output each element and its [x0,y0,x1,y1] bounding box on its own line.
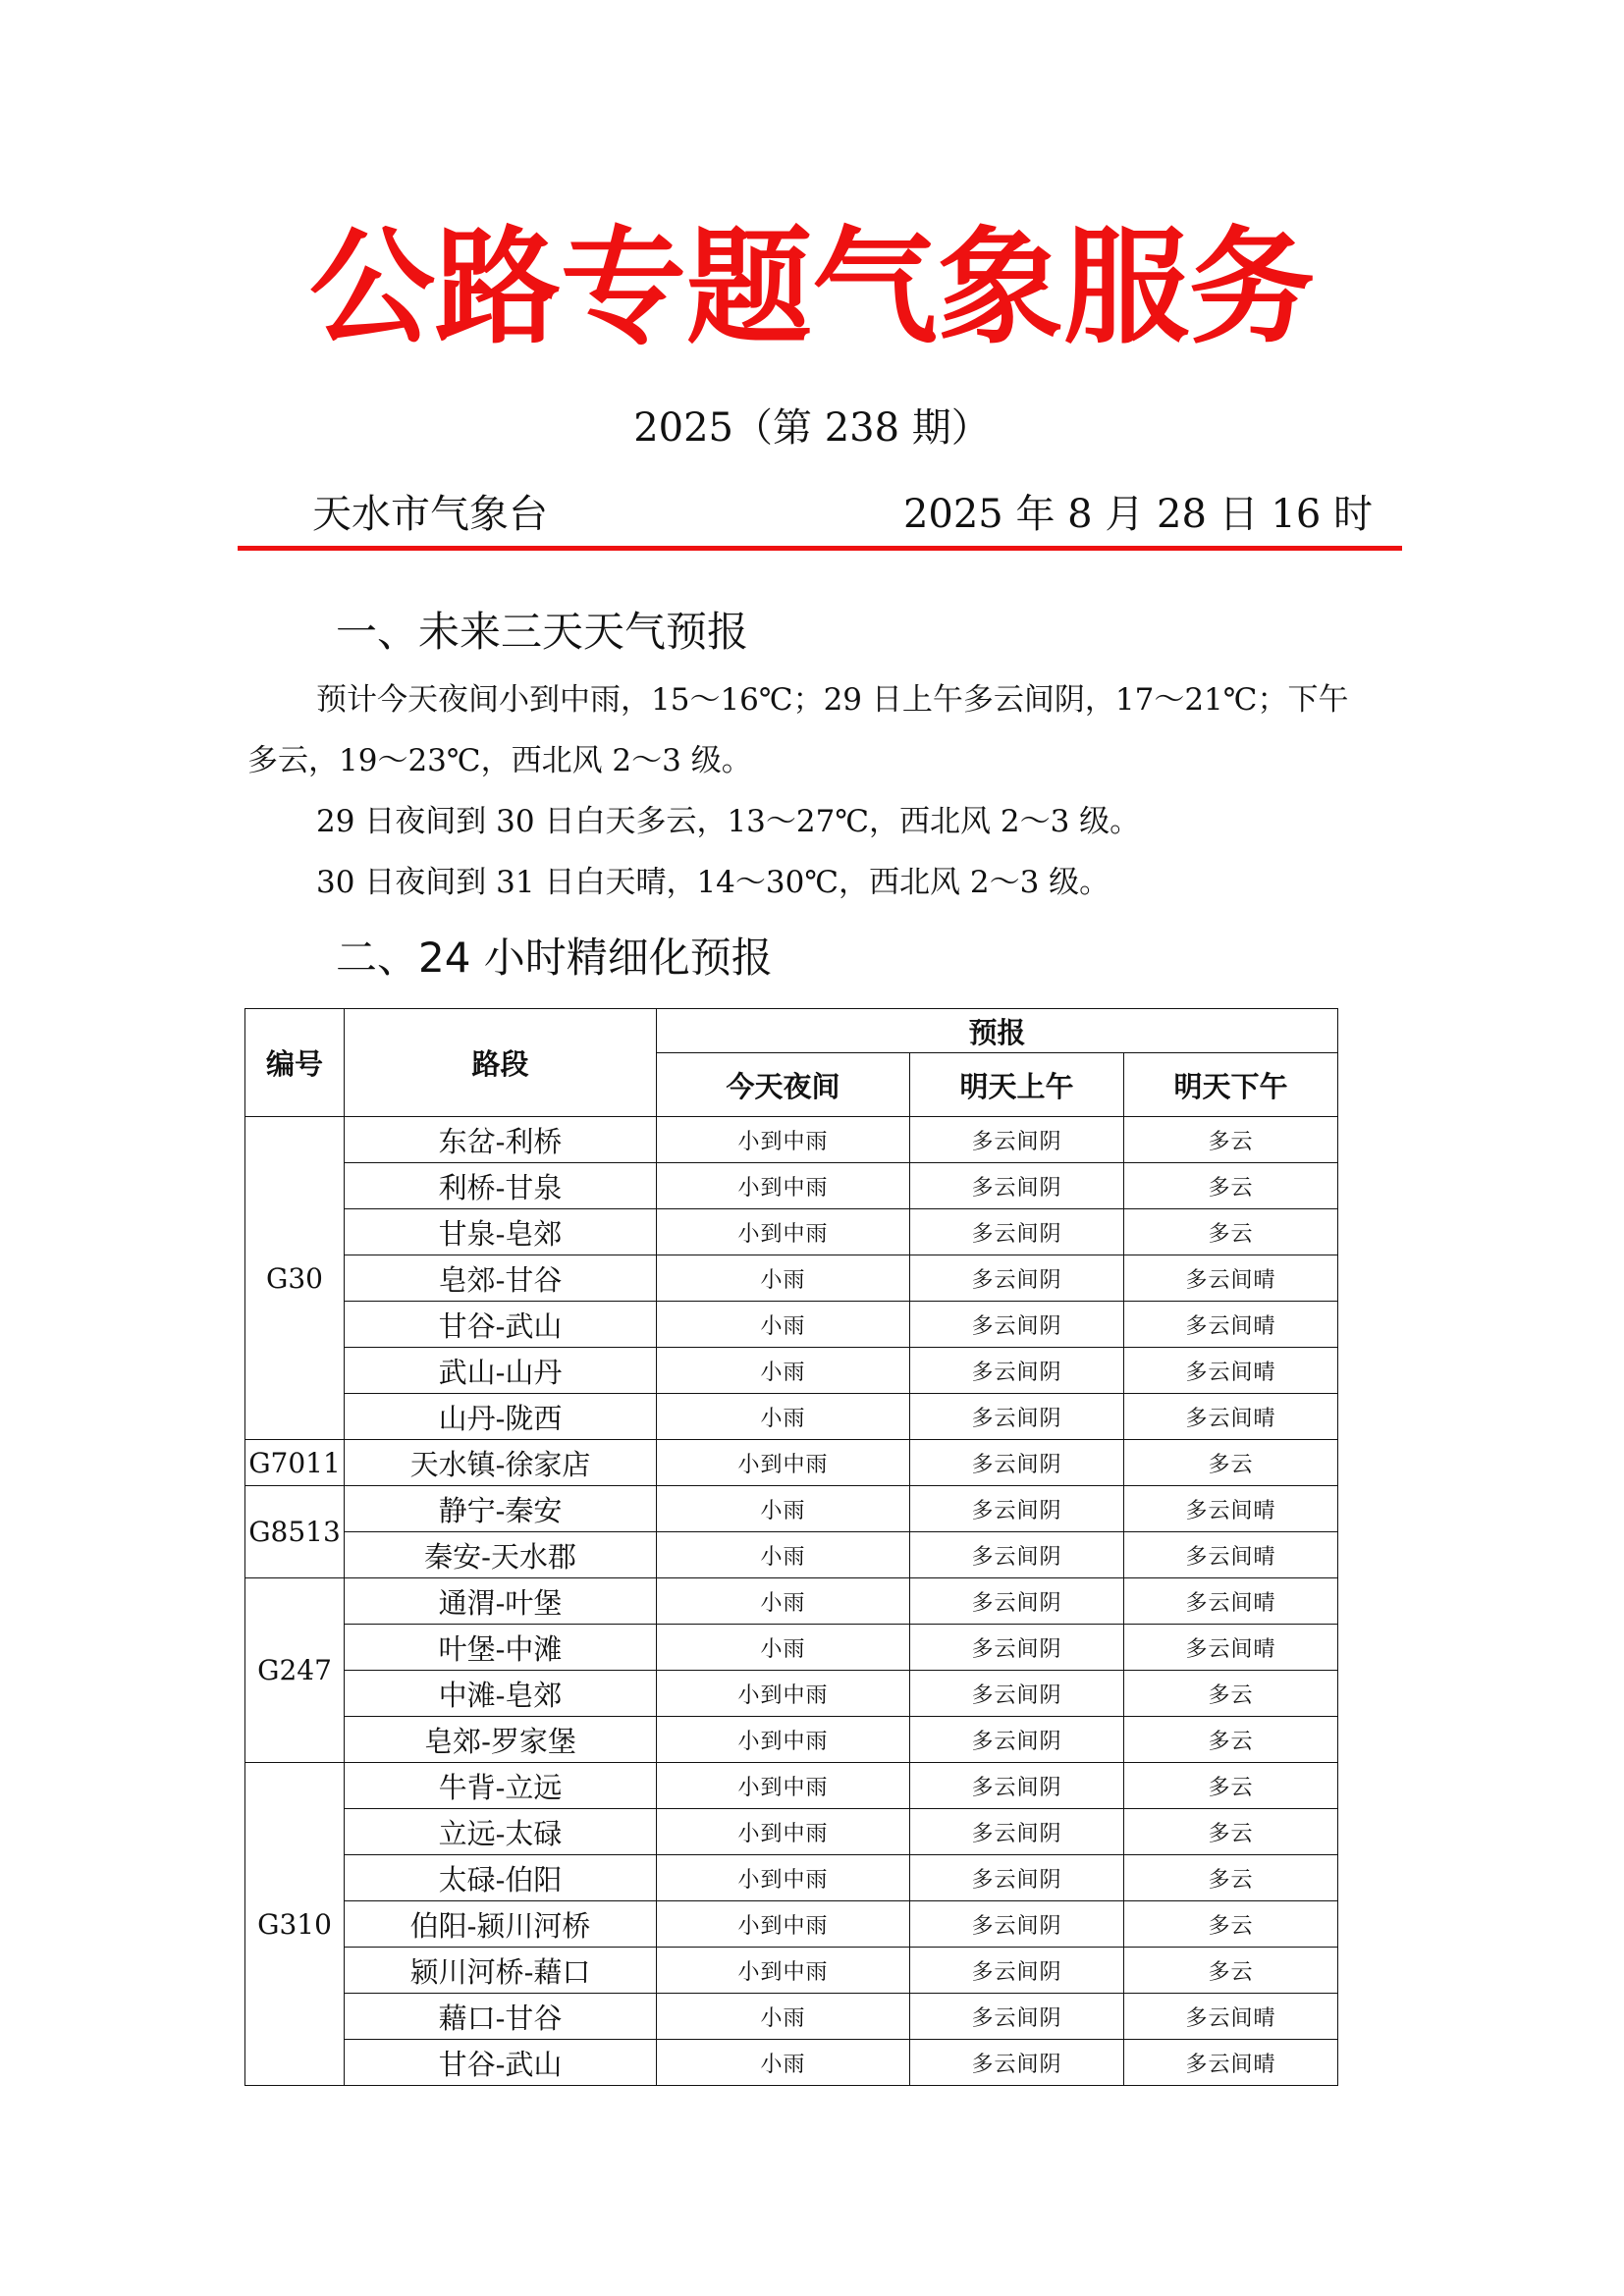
forecast-tomorrow-pm: 多云 [1124,1948,1338,1994]
forecast-tonight: 小到中雨 [657,1163,910,1209]
table-row [245,1302,1338,1348]
road-segment: 利桥-甘泉 [345,1163,657,1209]
forecast-tonight: 小到中雨 [657,1671,910,1717]
table-row [245,2040,1338,2086]
table-row [245,1255,1338,1302]
forecast-tomorrow-pm: 多云间晴 [1124,1625,1338,1671]
road-segment: 皂郊-甘谷 [345,1255,657,1302]
table-row [245,1440,1338,1486]
forecast-tomorrow-pm: 多云 [1124,1855,1338,1901]
table-row [245,1855,1338,1901]
forecast-tomorrow-pm: 多云间晴 [1124,1394,1338,1440]
table-row [245,1117,1338,1163]
table-row [245,1394,1338,1440]
forecast-tonight: 小雨 [657,1348,910,1394]
forecast-tomorrow-pm: 多云间晴 [1124,1994,1338,2040]
table-row [245,1578,1338,1625]
table-row [245,1348,1338,1394]
road-segment: 甘谷-武山 [345,2040,657,2086]
road-segment: 东岔-利桥 [345,1117,657,1163]
forecast-tomorrow-pm: 多云 [1124,1209,1338,1255]
forecast-tomorrow-pm: 多云 [1124,1901,1338,1948]
road-segment: 叶堡-中滩 [345,1625,657,1671]
table-row [245,1809,1338,1855]
forecast-tomorrow-am: 多云间阴 [910,1948,1124,1994]
road-segment: 中滩-皂郊 [345,1671,657,1717]
header-segment: 路段 [345,1009,657,1117]
header-tonight: 今天夜间 [657,1053,910,1117]
forecast-tomorrow-pm: 多云 [1124,1117,1338,1163]
route-code: G7011 [245,1440,345,1486]
forecast-tomorrow-pm: 多云 [1124,1717,1338,1763]
forecast-tomorrow-am: 多云间阴 [910,1994,1124,2040]
road-segment: 通渭-叶堡 [345,1578,657,1625]
road-segment: 牛背-立远 [345,1763,657,1809]
forecast-tomorrow-am: 多云间阴 [910,1163,1124,1209]
forecast-paragraph: 29 日夜间到 30 日白天多云，13～27℃，西北风 2～3 级。 [316,804,1141,839]
forecast-tomorrow-pm: 多云 [1124,1809,1338,1855]
forecast-tomorrow-am: 多云间阴 [910,1440,1124,1486]
header-tomorrow-pm: 明天下午 [1124,1053,1338,1117]
forecast-tomorrow-pm: 多云间晴 [1124,2040,1338,2086]
forecast-tomorrow-am: 多云间阴 [910,1302,1124,1348]
table-row [245,1671,1338,1717]
road-segment: 立远-太碌 [345,1809,657,1855]
forecast-tomorrow-am: 多云间阴 [910,1763,1124,1809]
forecast-tomorrow-pm: 多云 [1124,1163,1338,1209]
forecast-tonight: 小到中雨 [657,1117,910,1163]
forecast-tonight: 小雨 [657,1394,910,1440]
road-segment: 天水镇-徐家店 [345,1440,657,1486]
forecast-paragraph: 预计今天夜间小到中雨，15～16℃；29 日上午多云间阴，17～21℃；下午多云，19～23℃，西北风 2～3 级。 [247,682,1349,778]
forecast-tomorrow-pm: 多云 [1124,1440,1338,1486]
forecast-tomorrow-pm: 多云间晴 [1124,1302,1338,1348]
table-row [245,1625,1338,1671]
road-segment: 颍川河桥-藉口 [345,1948,657,1994]
forecast-tomorrow-pm: 多云 [1124,1671,1338,1717]
forecast-tomorrow-pm: 多云 [1124,1763,1338,1809]
route-code: G30 [245,1117,345,1440]
road-segment: 武山-山丹 [345,1348,657,1394]
forecast-tomorrow-pm: 多云间晴 [1124,1348,1338,1394]
forecast-tonight: 小到中雨 [657,1440,910,1486]
forecast-tomorrow-am: 多云间阴 [910,1717,1124,1763]
forecast-tonight: 小到中雨 [657,1948,910,1994]
table-row [245,1532,1338,1578]
forecast-tomorrow-am: 多云间阴 [910,1901,1124,1948]
forecast-tomorrow-am: 多云间阴 [910,1578,1124,1625]
forecast-tomorrow-am: 多云间阴 [910,1394,1124,1440]
forecast-tomorrow-am: 多云间阴 [910,1809,1124,1855]
forecast-paragraph: 30 日夜间到 31 日白天晴，14～30℃，西北风 2～3 级。 [316,865,1110,900]
road-segment: 藉口-甘谷 [345,1994,657,2040]
forecast-tomorrow-am: 多云间阴 [910,1625,1124,1671]
table-row [245,1948,1338,1994]
forecast-tonight: 小到中雨 [657,1901,910,1948]
forecast-tonight: 小到中雨 [657,1809,910,1855]
section-heading-detailed: 二、24 小时精细化预报 [336,934,773,982]
forecast-tonight: 小雨 [657,1302,910,1348]
route-code: G247 [245,1578,345,1763]
forecast-tonight: 小到中雨 [657,1209,910,1255]
forecast-tomorrow-pm: 多云间晴 [1124,1486,1338,1532]
road-segment: 甘泉-皂郊 [345,1209,657,1255]
road-segment: 静宁-秦安 [345,1486,657,1532]
forecast-tonight: 小雨 [657,1625,910,1671]
table-row [245,1163,1338,1209]
road-segment: 太碌-伯阳 [345,1855,657,1901]
forecast-tomorrow-pm: 多云间晴 [1124,1255,1338,1302]
forecast-tonight: 小雨 [657,1486,910,1532]
road-segment: 山丹-陇西 [345,1394,657,1440]
forecast-tonight: 小到中雨 [657,1763,910,1809]
forecast-table [244,1008,1338,2086]
table-row [245,1901,1338,1948]
road-segment: 秦安-天水郡 [345,1532,657,1578]
forecast-tomorrow-am: 多云间阴 [910,1855,1124,1901]
road-segment: 伯阳-颍川河桥 [345,1901,657,1948]
forecast-tomorrow-pm: 多云间晴 [1124,1532,1338,1578]
table-row [245,1994,1338,2040]
route-code: G310 [245,1763,345,2086]
forecast-tomorrow-am: 多云间阴 [910,1486,1124,1532]
forecast-table-body [245,1117,1338,2086]
road-segment: 甘谷-武山 [345,1302,657,1348]
forecast-tomorrow-am: 多云间阴 [910,1117,1124,1163]
table-row [245,1763,1338,1809]
forecast-tonight: 小雨 [657,2040,910,2086]
issue-datetime: 2025 年 8 月 28 日 16 时 [902,492,1373,537]
forecast-tomorrow-pm: 多云间晴 [1124,1578,1338,1625]
issue-number: 2025（第 238 期） [633,405,991,451]
header-tomorrow-am: 明天上午 [910,1053,1124,1117]
table-row [245,1209,1338,1255]
forecast-tomorrow-am: 多云间阴 [910,1532,1124,1578]
forecast-tonight: 小到中雨 [657,1855,910,1901]
issuing-agency: 天水市气象台 [312,492,548,537]
forecast-tonight: 小到中雨 [657,1717,910,1763]
forecast-tonight: 小雨 [657,1578,910,1625]
route-code: G8513 [245,1486,345,1578]
forecast-tomorrow-am: 多云间阴 [910,1255,1124,1302]
header-code: 编号 [245,1009,345,1117]
forecast-tomorrow-am: 多云间阴 [910,2040,1124,2086]
forecast-tonight: 小雨 [657,1994,910,2040]
road-segment: 皂郊-罗家堡 [345,1717,657,1763]
forecast-tomorrow-am: 多云间阴 [910,1671,1124,1717]
header-divider [238,546,1402,551]
forecast-tomorrow-am: 多云间阴 [910,1348,1124,1394]
forecast-tonight: 小雨 [657,1255,910,1302]
forecast-tonight: 小雨 [657,1532,910,1578]
bulletin-title: 公路专题气象服务 [308,214,1315,361]
header-forecast: 预报 [657,1009,1338,1053]
section-heading-forecast: 一、未来三天天气预报 [336,608,749,656]
table-row [245,1717,1338,1763]
forecast-tomorrow-am: 多云间阴 [910,1209,1124,1255]
table-row [245,1486,1338,1532]
